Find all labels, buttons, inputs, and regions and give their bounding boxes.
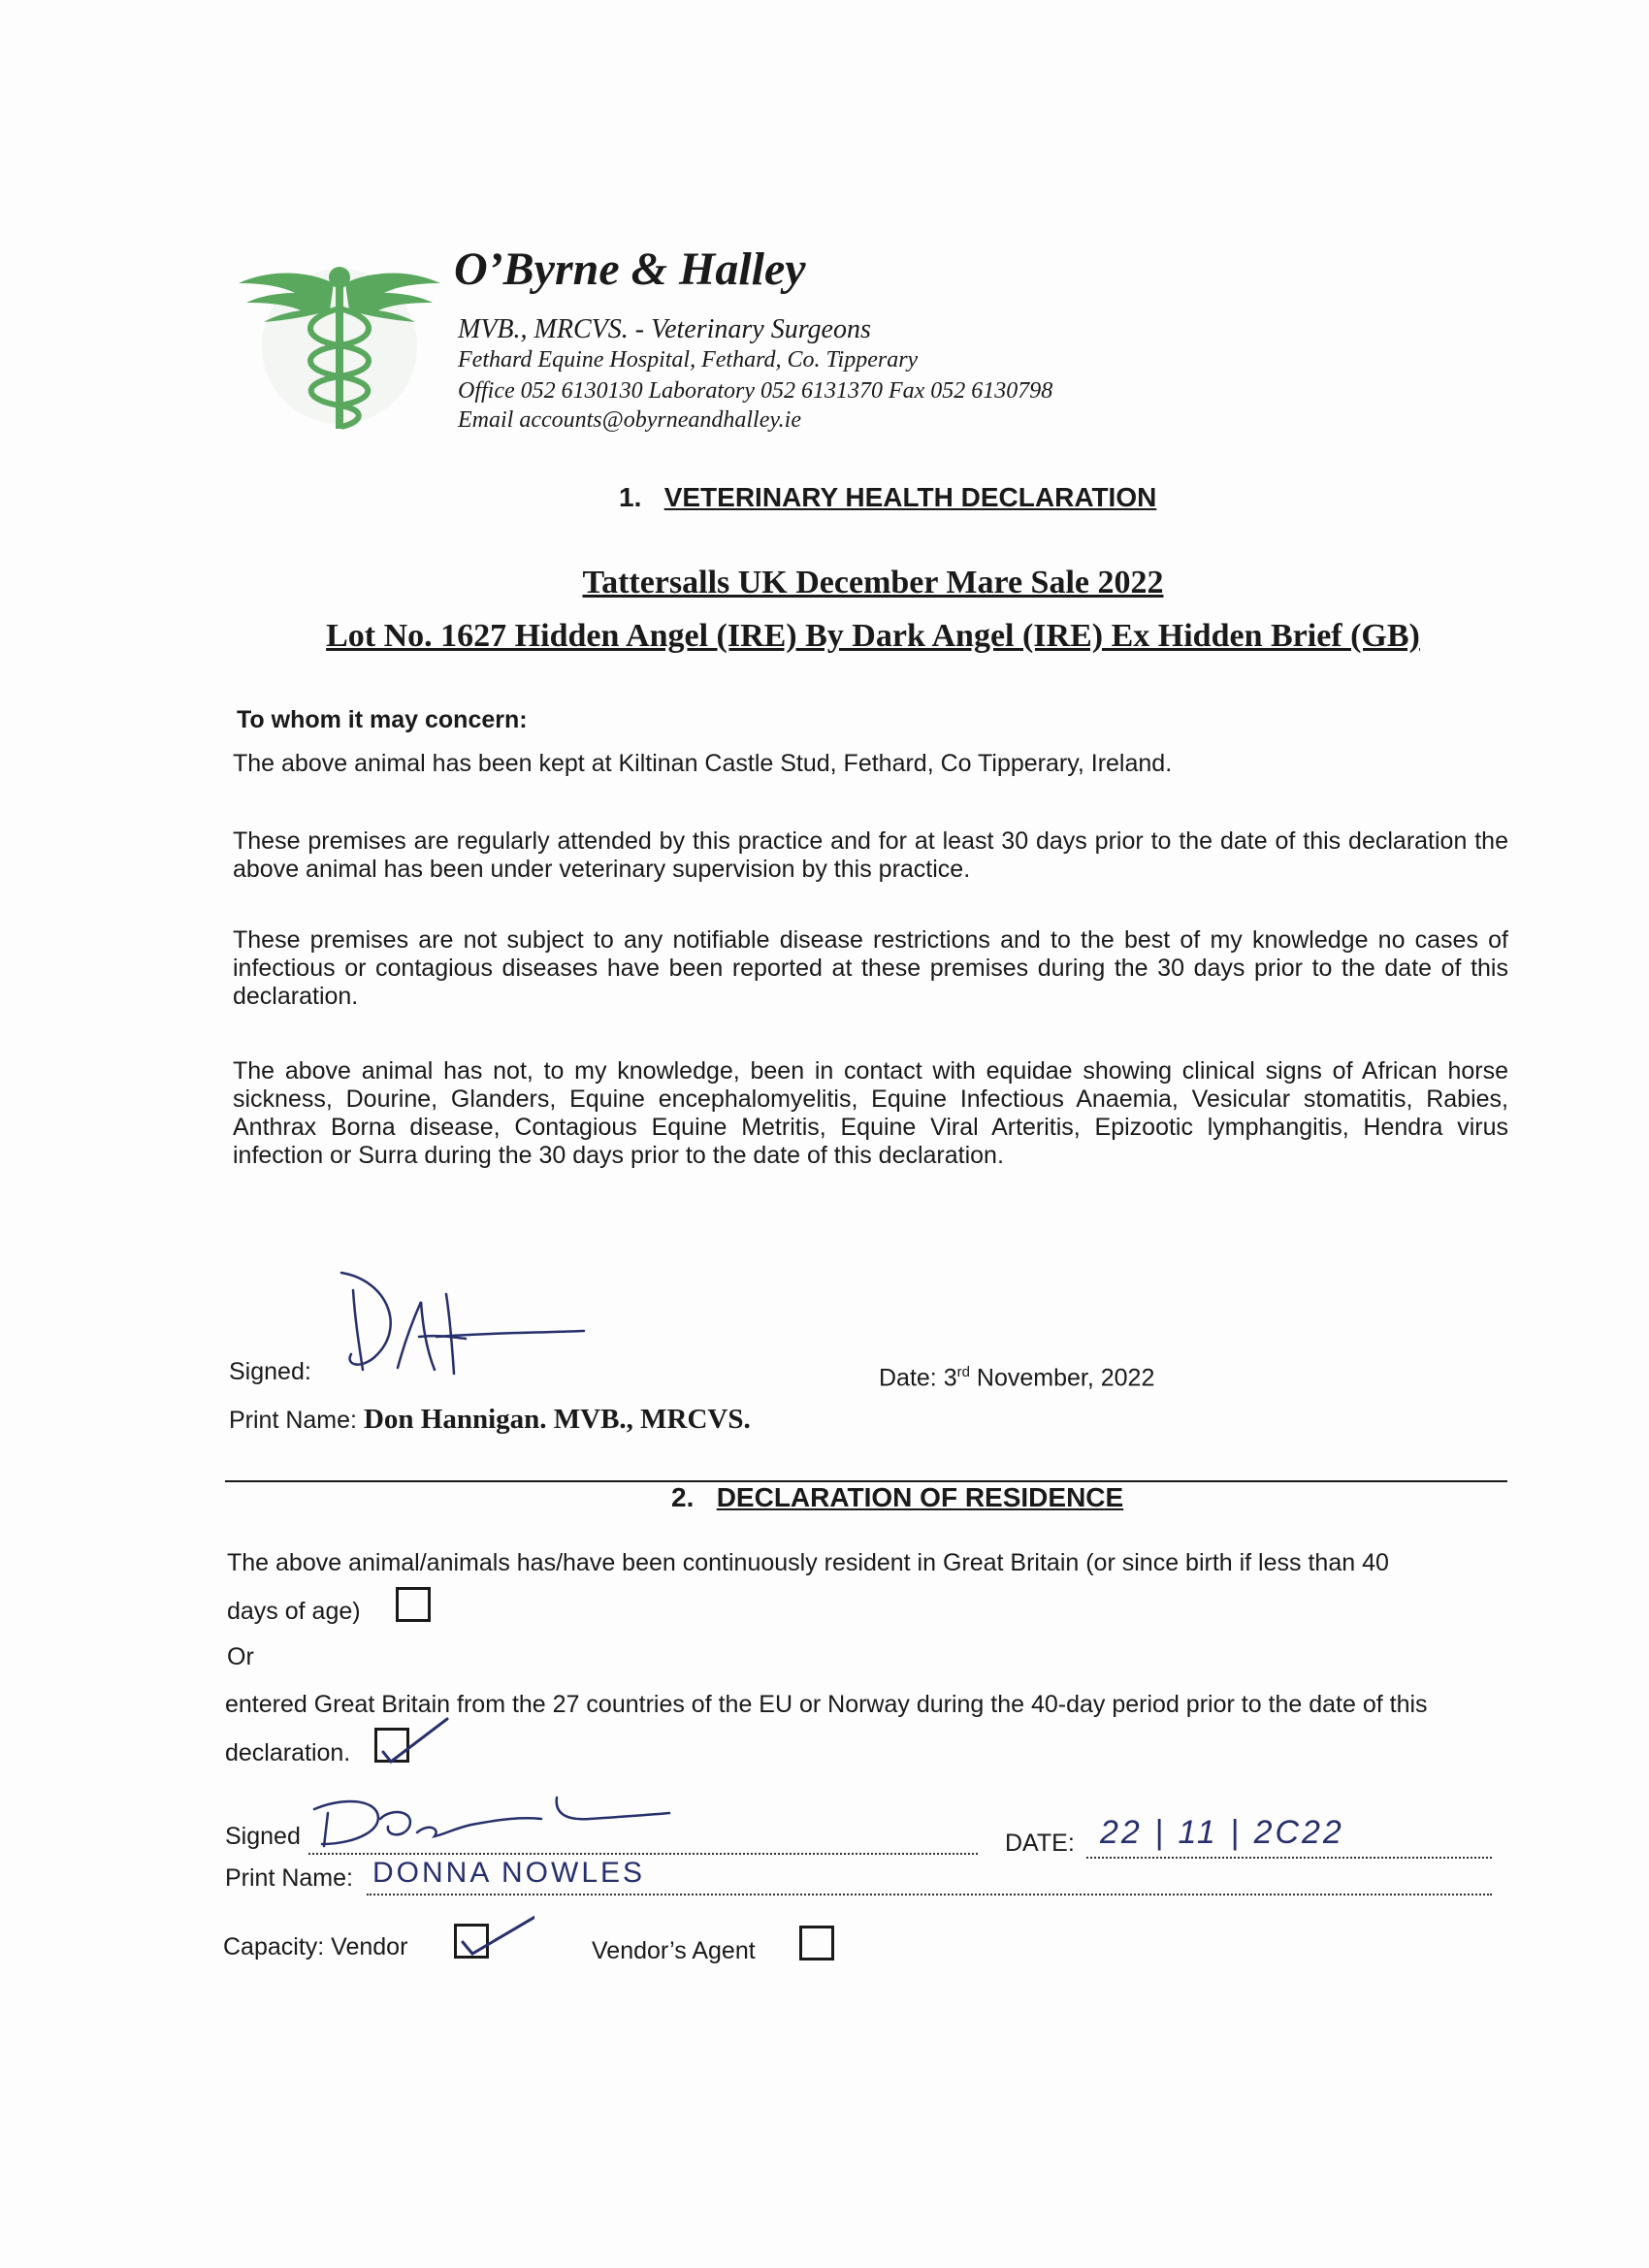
or-label: Or (227, 1643, 254, 1670)
caduceus-icon (233, 254, 446, 438)
vendor-checkbox[interactable] (454, 1924, 489, 1959)
section2-print-name-label: Print Name: (225, 1864, 353, 1892)
firm-qualifications: MVB., MRCVS. - Veterinary Surgeons (458, 314, 871, 344)
section1-date-label: Date: 3 (879, 1364, 957, 1392)
print-name-dotted-line (367, 1894, 1492, 1895)
firm-name: O’Byrne & Halley (454, 243, 806, 295)
section2-title: DECLARATION OF RESIDENCE (716, 1482, 1124, 1512)
sale-title: Tattersalls UK December Mare Sale 2022 (582, 565, 1164, 600)
paragraph-contact: The above animal has not, to my knowledge, been in contact with equidae showing clinical signs of African horse sickness, Dourine, Glanders, Equine encephalomyelitis, Equine Infectious Anaemia, Vesicular stomatitis, Rabies, Anthrax Borna disease, Contagious Equine Metritis, Equine Viral Arteritis, Epizootic lymphangitis, Hendra virus infection or Surra during the 30 days prior to the date of this declaration. (233, 1057, 1508, 1169)
paragraph-supervision: These premises are regularly attended by this practice and for at least 30 days prior to the date of this declaration the above animal has been under veterinary supervision by this practice. (233, 827, 1508, 883)
salutation: To whom it may concern: (237, 706, 528, 733)
paragraph-restrictions: These premises are not subject to any notifiable disease restrictions and to the best of my knowledge no cases of infectious or contagious diseases have been reported at these premises during the 30 days prior to the date of this declaration. (233, 926, 1508, 1010)
section2-date-label: DATE: (1005, 1830, 1075, 1857)
checkmark-icon (457, 1913, 534, 1971)
section1-print-name-value: Don Hannigan. MVB., MRCVS. (363, 1404, 751, 1435)
section2-date-value: 22 | 11 | 2C22 (1100, 1814, 1344, 1851)
section2-heading (671, 1482, 1123, 1513)
date-dotted-line (1086, 1857, 1492, 1859)
residence-option1-line1: The above animal/animals has/have been continuously resident in Great Britain (or since birth if less than 40 (227, 1549, 1389, 1576)
section1-print-name (229, 1404, 751, 1436)
firm-address: Fethard Equine Hospital, Fethard, Co. Tipperary (458, 347, 919, 373)
vendors-agent-label: Vendor’s Agent (592, 1937, 756, 1964)
residence-option2-line2: declaration. (225, 1739, 351, 1766)
residence-option2-line1: entered Great Britain from the 27 countries of the EU or Norway during the 40-day period prior to the date of this (225, 1691, 1428, 1718)
section1-date (879, 1364, 1154, 1392)
vet-signature (330, 1261, 592, 1387)
firm-email-line: Email accounts@obyrneandhalley.ie (458, 407, 801, 433)
section1-date-rest: November, 2022 (969, 1364, 1155, 1392)
checkmark-icon (377, 1717, 455, 1775)
lot-line: Lot No. 1627 Hidden Angel (IRE) By Dark Angel (IRE) Ex Hidden Brief (GB) (326, 618, 1420, 654)
vendor-signature (308, 1790, 677, 1858)
capacity-label: Capacity: Vendor (223, 1933, 408, 1960)
residence-option2-checkbox[interactable] (374, 1728, 409, 1763)
section2-number: 2. (671, 1482, 695, 1512)
residence-option1-checkbox[interactable] (396, 1587, 431, 1622)
residence-option1-line2: days of age) (227, 1598, 361, 1625)
section2-print-name-value: DONNA NOWLES (372, 1857, 646, 1889)
section1-number: 1. (619, 482, 642, 512)
section1-date-sup: rd (956, 1364, 970, 1380)
section1-heading (619, 482, 1156, 513)
section1-print-name-label: Print Name: (229, 1407, 357, 1434)
section1-title: VETERINARY HEALTH DECLARATION (663, 482, 1157, 512)
section1-signed-label: Signed: (229, 1358, 311, 1385)
section2-signed-label: Signed (225, 1823, 301, 1850)
paragraph-kept-at: The above animal has been kept at Kiltinan Castle Stud, Fethard, Co Tipperary, Ireland. (233, 750, 1173, 777)
firm-phone-line: Office 052 6130130 Laboratory 052 6131370 Fax 052 6130798 (458, 378, 1053, 404)
vendors-agent-checkbox[interactable] (799, 1926, 834, 1960)
